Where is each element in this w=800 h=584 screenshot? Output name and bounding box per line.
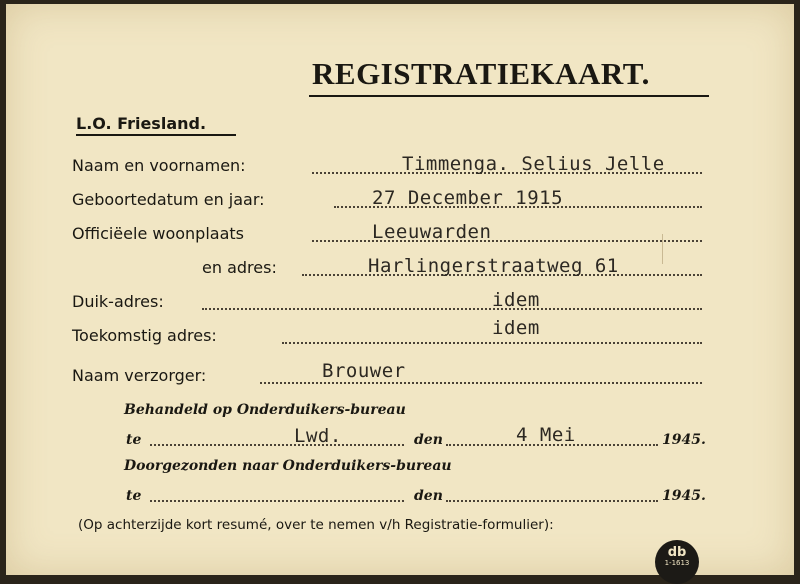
stamp-text-number: 1-1613 (664, 559, 690, 567)
field-future-address-line (282, 342, 702, 344)
field-caretaker-value[interactable]: Brouwer (322, 360, 406, 382)
field-future-address-value[interactable]: idem (492, 317, 540, 339)
forwarded-den-label: den (414, 488, 443, 504)
field-hiding-address-value[interactable]: idem (492, 289, 540, 311)
field-birthdate-value[interactable]: 27 December 1915 (372, 187, 564, 209)
archive-stamp-icon (655, 540, 699, 584)
field-residence-line (312, 240, 702, 242)
forwarded-te-label: te (126, 488, 142, 504)
field-hiding-address-line (202, 308, 702, 310)
field-residence-label: Officiëele woonplaats (72, 224, 244, 243)
treated-te-line (150, 444, 404, 446)
field-name-label: Naam en voornamen: (72, 156, 246, 175)
forwarded-heading: Doorgezonden naar Onderduikers-bureau (124, 458, 452, 474)
forwarded-den-line (446, 500, 658, 502)
treated-heading: Behandeld op Onderduikers-bureau (124, 402, 406, 418)
card-title: REGISTRATIEKAART. (312, 56, 650, 91)
field-caretaker-label: Naam verzorger: (72, 366, 207, 385)
field-address-value[interactable]: Harlingerstraatweg 61 (368, 255, 619, 277)
footer-note: (Op achterzijde kort resumé, over te nemen v/h Registratie-formulier): (78, 517, 554, 533)
organization-underline (76, 134, 236, 136)
field-address-label: en adres: (202, 258, 277, 277)
forwarded-year: 1945. (662, 488, 706, 504)
organization-label: L.O. Friesland. (76, 114, 207, 133)
field-birthdate-label: Geboortedatum en jaar: (72, 190, 265, 209)
title-underline (309, 95, 709, 97)
treated-year: 1945. (662, 432, 706, 448)
registration-card (6, 4, 794, 575)
treated-te-value[interactable]: Lwd. (294, 425, 342, 447)
field-hiding-address-label: Duik-adres: (72, 292, 164, 311)
treated-den-value[interactable]: 4 Mei (516, 424, 576, 446)
field-future-address-label: Toekomstig adres: (72, 326, 217, 345)
field-name-value[interactable]: Timmenga. Selius Jelle (402, 153, 665, 175)
treated-te-label: te (126, 432, 142, 448)
forwarded-te-line (150, 500, 404, 502)
paper-crease (662, 234, 663, 264)
field-residence-value[interactable]: Leeuwarden (372, 221, 492, 243)
field-caretaker-line (260, 382, 702, 384)
stamp-text-main: db (667, 545, 687, 560)
treated-den-label: den (414, 432, 443, 448)
